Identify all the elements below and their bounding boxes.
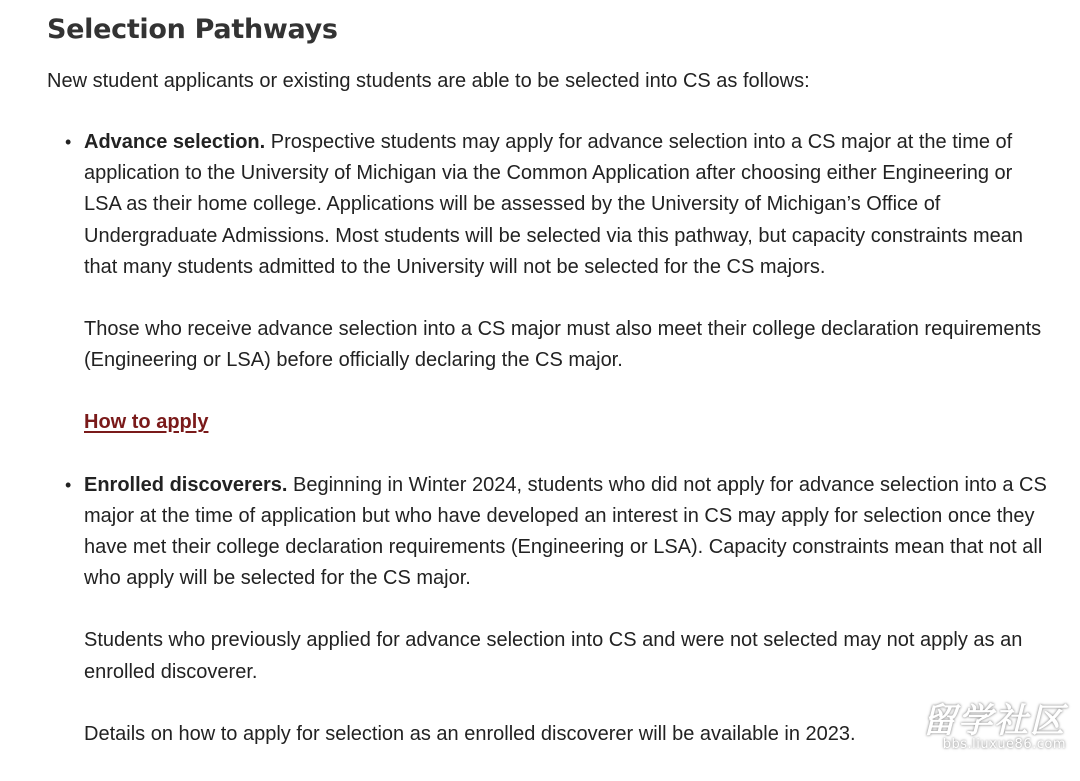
paragraph [84,470,1047,595]
watermark-url: bbs.liuxue86.com [942,737,1066,752]
paragraph [84,407,1047,438]
paragraph: Students who previously applied for advance selection into CS and were not selected may not apply as an enrolled discoverer. [84,629,1023,683]
paragraph [84,127,1047,283]
pathway-list [47,127,1047,750]
bullet-icon: • [65,474,72,495]
section-title: Selection Pathways [47,14,338,45]
content-section [47,8,1047,781]
bullet-icon: • [65,132,72,152]
item-body: Beginning in Winter 2024, students who did not apply for advance selection into a CS major at the time of application but who have developed an interest in CS may apply for selection once they have met their college declaration requirements (Engineering or LSA). Capacity constraints mean that not all who apply will be selected for the CS major. [84,473,1047,590]
how-to-apply-link[interactable]: How to apply [84,411,209,434]
intro-text: New student applicants or existing students are able to be selected into CS as follows: [47,70,810,92]
list-item-enrolled-discoverers [47,470,1047,750]
list-item-advance-selection [47,127,1047,439]
paragraph: Details on how to apply for selection as an enrolled discoverer will be available in 2023. [84,722,856,745]
item-lead: Advance selection. [84,131,266,153]
watermark-main: 留学社区 [922,701,1066,741]
item-body: Prospective students may apply for advance selection into a CS major at the time of application to the University of Michigan via the Common Application after choosing either Engineering or LSA as their home college. Applications will be assessed by the University of Michigan’s Office of Undergraduate Admissions. Most students will be selected via this pathway, but capacity constraints mean that many students admitted to the University will not be selected for the CS majors. [84,131,1023,278]
item-lead: Enrolled discoverers. [84,473,288,496]
watermark-logo [922,701,1066,752]
paragraph: Those who receive advance selection into a CS major must also meet their college declaration requirements (Engineering or LSA) before officially declaring the CS major. [84,318,1042,372]
